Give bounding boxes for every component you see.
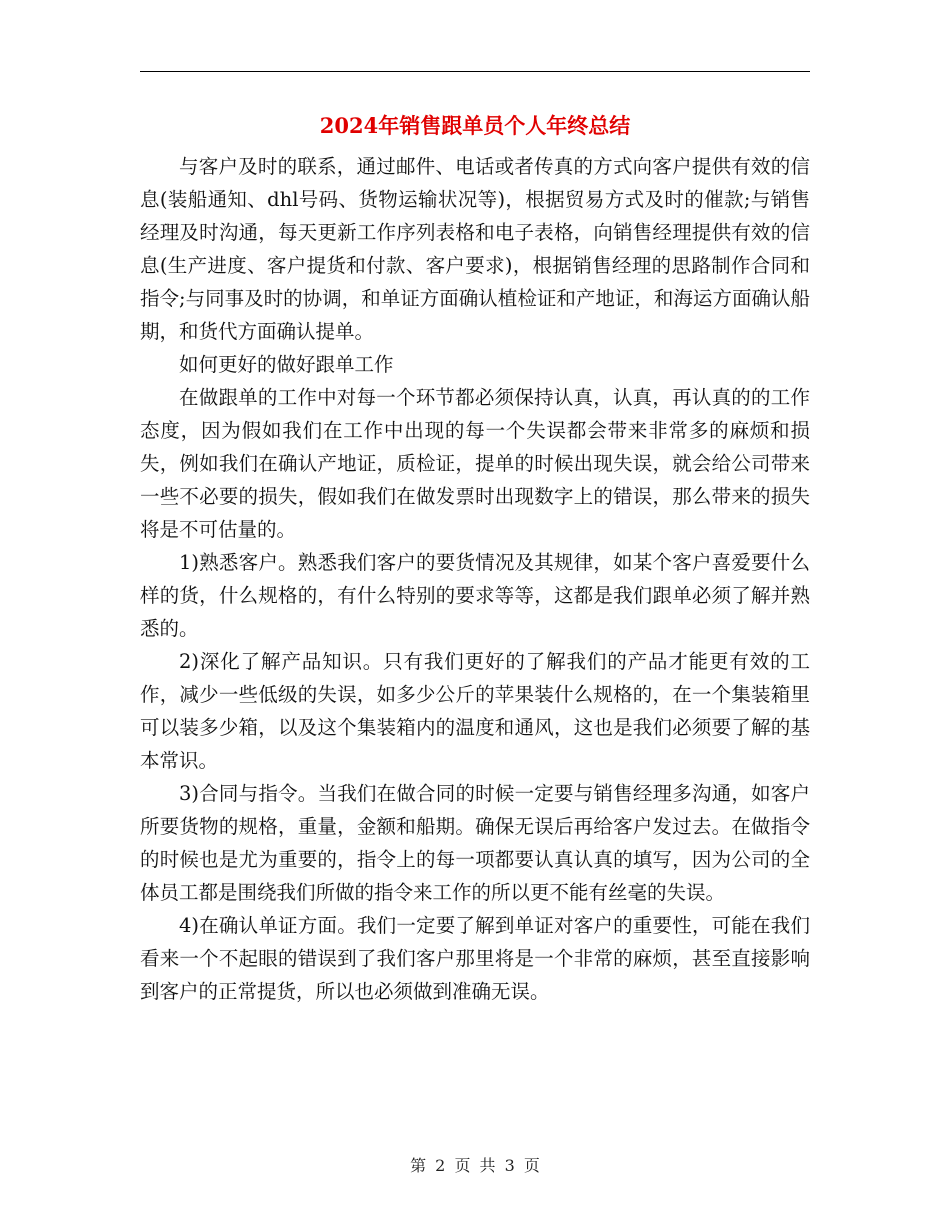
section-heading: 如何更好的做好跟单工作 — [179, 353, 394, 376]
paragraph-point-3: 3)合同与指令。当我们在做合同的时候一定要与销售经理多沟通，如客户所要货物的规格，重量，金额和船期。确保无误后再给客户发过去。在做指令的时候也是尤为重要的，指令上的每一项都要认真认真的填写，因为公司的全体员工都是围绕我们所做的指令来工作的所以更不能有丝毫的失误。 — [140, 782, 810, 904]
document-title: 2024年销售跟单员个人年终总结 — [319, 113, 631, 138]
page-footer: 第 2 页 共 3 页 — [410, 1156, 540, 1175]
document-body — [140, 150, 810, 1008]
header-rule — [140, 71, 810, 72]
paragraph-point-4: 4)在确认单证方面。我们一定要了解到单证对客户的重要性，可能在我们看来一个不起眼的错误到了我们客户那里将是一个非常的麻烦，甚至直接影响到客户的正常提货，所以也必须做到准确无误。 — [140, 914, 810, 1003]
paragraph-point-1: 1)熟悉客户。熟悉我们客户的要货情况及其规律，如某个客户喜爱要什么样的货，什么规格的，有什么特别的要求等等，这都是我们跟单必须了解并熟悉的。 — [140, 551, 810, 640]
paragraph-customer-contact: 与客户及时的联系，通过邮件、电话或者传真的方式向客户提供有效的信息(装船通知、dhl号码、货物运输状况等)，根据贸易方式及时的催款;与销售经理及时沟通，每天更新工作序列表格和电子表格，向销售经理提供有效的信息(生产进度、客户提货和付款、客户要求)，根据销售经理的思路制作合同和指令;与同事及时的协调，和单证方面确认植检证和产地证，和海运方面确认船期，和货代方面确认提单。 — [140, 155, 810, 343]
paragraph-attitude: 在做跟单的工作中对每一个环节都必须保持认真，认真，再认真的的工作态度，因为假如我们在工作中出现的每一个失误都会带来非常多的麻烦和损失，例如我们在确认产地证，质检证，提单的时候出现失误，就会给公司带来一些不必要的损失，假如我们在做发票时出现数字上的错误，那么带来的损失将是不可估量的。 — [140, 386, 810, 541]
paragraph-point-2: 2)深化了解产品知识。只有我们更好的了解我们的产品才能更有效的工作，减少一些低级的失误，如多少公斤的苹果装什么规格的，在一个集装箱里可以装多少箱，以及这个集装箱内的温度和通风，这也是我们必须要了解的基本常识。 — [140, 650, 810, 772]
